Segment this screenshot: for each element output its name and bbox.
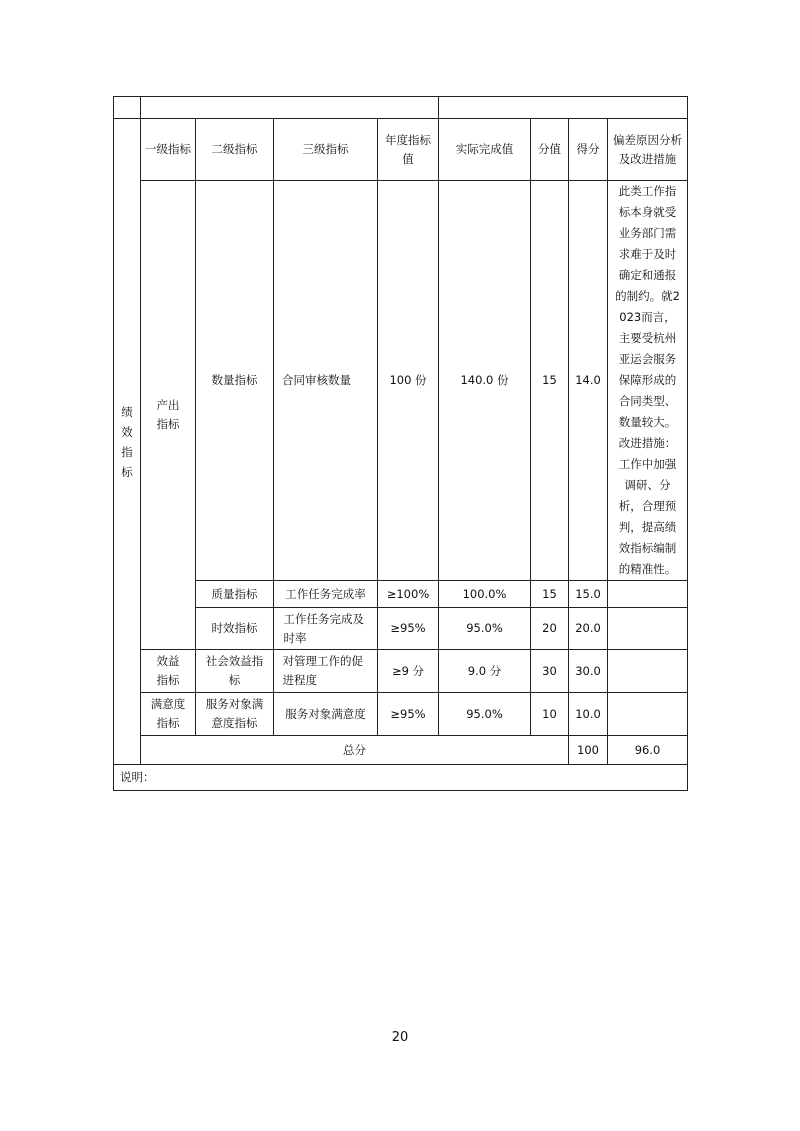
- row-weight: 30: [531, 650, 569, 693]
- row-actual: 95.0%: [439, 608, 531, 650]
- group-satisfaction-label: 满意度指标: [150, 697, 186, 730]
- total-row: [114, 736, 688, 765]
- row-weight: 15: [531, 181, 569, 581]
- row-level2: 数量指标: [196, 181, 274, 581]
- performance-table: [113, 96, 688, 791]
- group-output: [141, 181, 196, 650]
- blank-cell: [114, 97, 141, 119]
- row-actual: 95.0%: [439, 693, 531, 736]
- total-weight: 100: [569, 736, 608, 765]
- header-level1: 一级指标: [141, 119, 196, 181]
- row-level2-text: 社会效益指标: [205, 654, 264, 687]
- row-level3: [274, 608, 378, 650]
- row-level3: 合同审核数量: [274, 181, 378, 581]
- blank-cell: [439, 97, 688, 119]
- row-deviation: [608, 650, 688, 693]
- row-weight: 10: [531, 693, 569, 736]
- row-level2-text: 服务对象满意度指标: [205, 697, 264, 730]
- table-row: [114, 693, 688, 736]
- note-row: [114, 765, 688, 791]
- table-row: [114, 181, 688, 581]
- blank-cell: [141, 97, 439, 119]
- header-level3: 三级指标: [274, 119, 378, 181]
- row-deviation: [608, 581, 688, 608]
- header-annual-target: 年度指标值: [378, 119, 439, 181]
- table-row: [114, 581, 688, 608]
- row-level3: 工作任务完成率: [274, 581, 378, 608]
- row-score: 10.0: [569, 693, 608, 736]
- row-level2: 质量指标: [196, 581, 274, 608]
- row-weight: 15: [531, 581, 569, 608]
- row-actual: 9.0 分: [439, 650, 531, 693]
- row-score: 20.0: [569, 608, 608, 650]
- group-benefit: [141, 650, 196, 693]
- table-row: [114, 650, 688, 693]
- row-weight: 20: [531, 608, 569, 650]
- row-actual: 100.0%: [439, 581, 531, 608]
- row-level3: [274, 650, 378, 693]
- table-row: [114, 608, 688, 650]
- header-weight: 分值: [531, 119, 569, 181]
- row-score: 30.0: [569, 650, 608, 693]
- row-target: ≥95%: [378, 693, 439, 736]
- row-level2: 时效指标: [196, 608, 274, 650]
- row-level3-text: 工作任务完成及时率: [283, 611, 364, 645]
- row-score: 15.0: [569, 581, 608, 608]
- group-output-label: 产出指标: [156, 398, 180, 431]
- deviation-text: 此类工作指标本身就受业务部门需求难于及时确定和通报的制约。就2023而言，主要受杭州亚运会服务保障形成的合同类型、数量较大。改进措施：工作中加强调研、分析，合理预判，提高绩效指标编制的精准性。: [615, 184, 680, 576]
- row-level3: 服务对象满意度: [274, 693, 378, 736]
- row-level2: [196, 693, 274, 736]
- header-row: [114, 119, 688, 181]
- row-target: ≥9 分: [378, 650, 439, 693]
- group-satisfaction: [141, 693, 196, 736]
- group-benefit-label: 效益指标: [156, 654, 180, 687]
- category-label-cell: [114, 119, 141, 765]
- category-label: 绩效指标: [121, 404, 133, 479]
- top-blank-row: [114, 97, 688, 119]
- total-label: 总分: [141, 736, 569, 765]
- row-target: ≥100%: [378, 581, 439, 608]
- note-label: 说明：: [114, 765, 688, 791]
- header-level2: 二级指标: [196, 119, 274, 181]
- row-level2: [196, 650, 274, 693]
- row-target: 100 份: [378, 181, 439, 581]
- header-score: 得分: [569, 119, 608, 181]
- header-actual: 实际完成值: [439, 119, 531, 181]
- row-actual: 140.0 份: [439, 181, 531, 581]
- header-deviation: 偏差原因分析及改进措施: [608, 119, 688, 181]
- row-deviation: [608, 608, 688, 650]
- total-score: 96.0: [608, 736, 688, 765]
- row-deviation: [608, 181, 688, 581]
- row-level3-text: 对管理工作的促进程度: [282, 654, 363, 687]
- row-score: 14.0: [569, 181, 608, 581]
- row-deviation: [608, 693, 688, 736]
- page-number: 20: [391, 1030, 409, 1045]
- row-target: ≥95%: [378, 608, 439, 650]
